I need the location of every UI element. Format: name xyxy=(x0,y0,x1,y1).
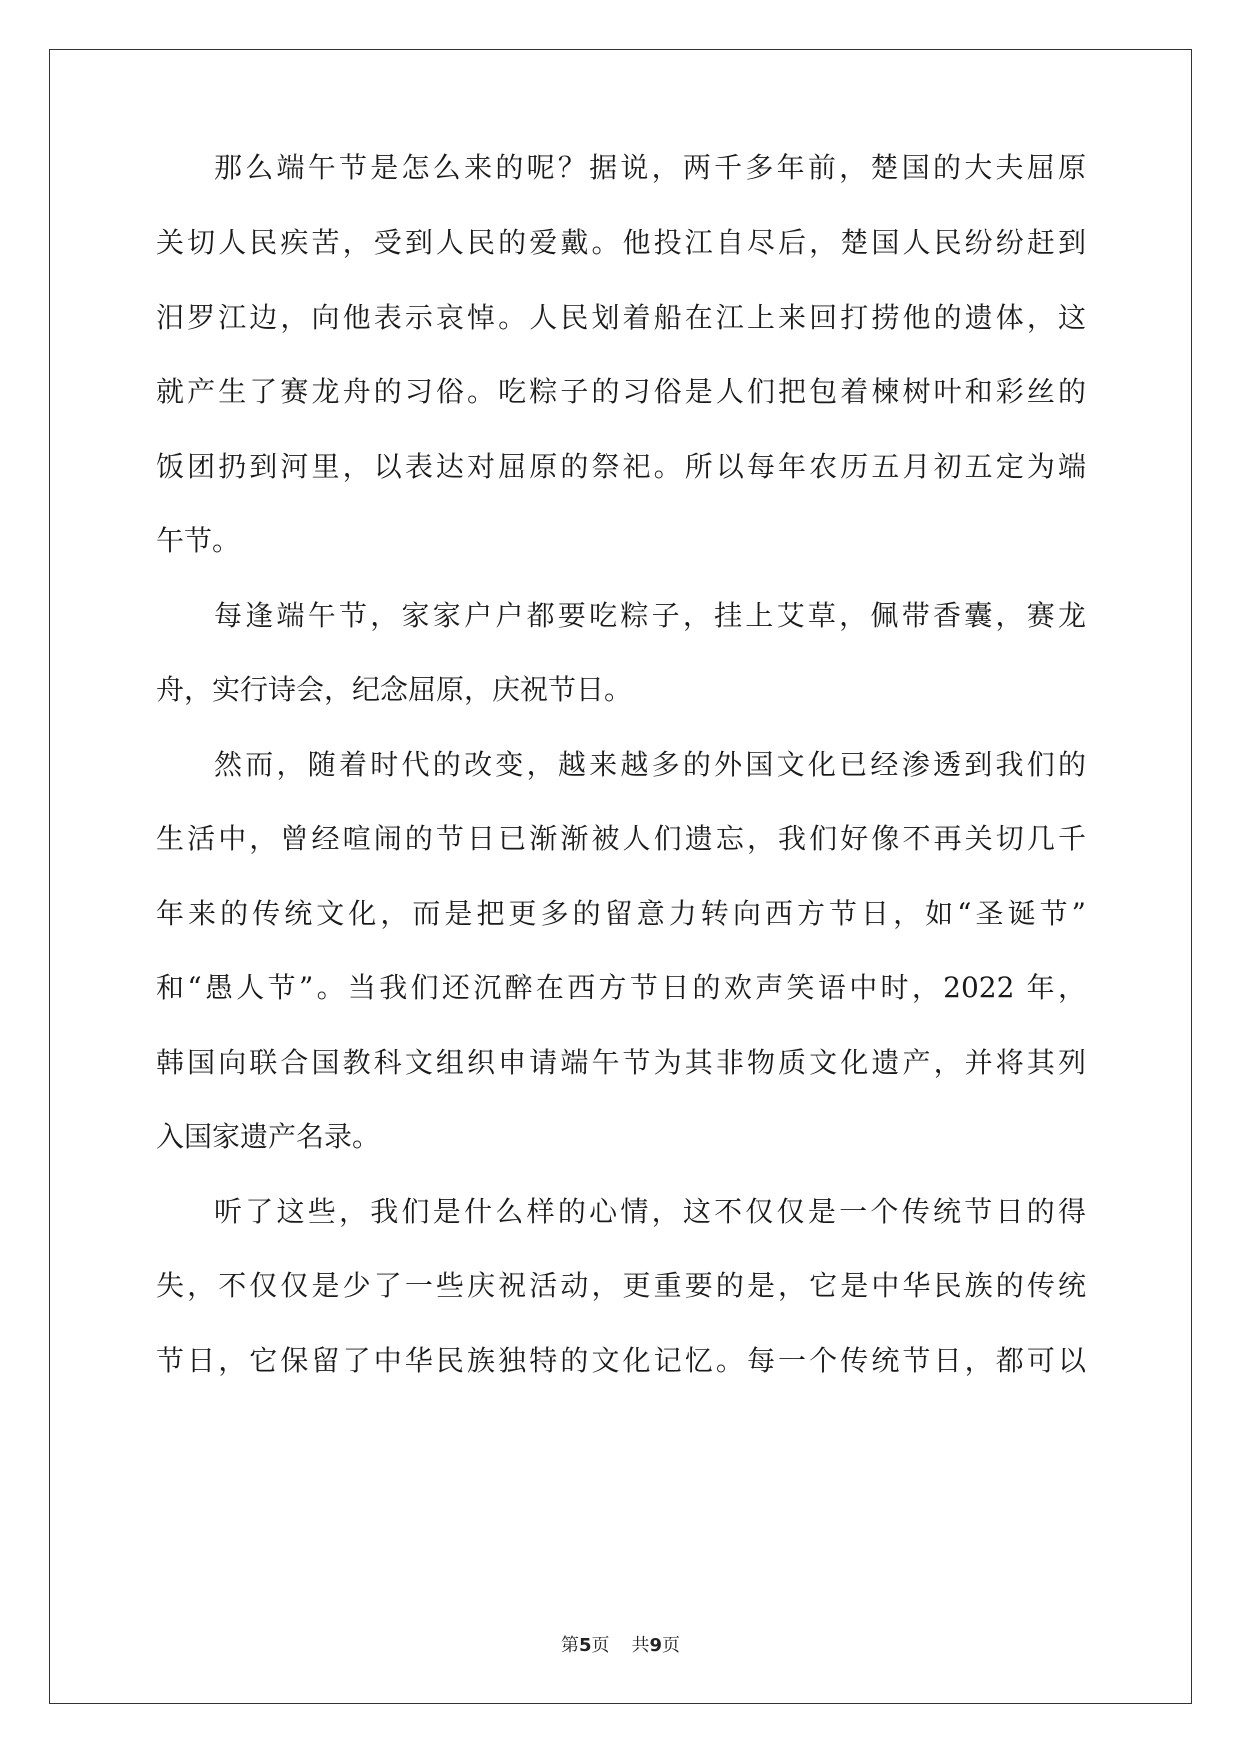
text-line-5: 饭团扔到河里，以表达对屈原的祭祀。所以每年农历五月初五定为端 xyxy=(156,450,1086,483)
text-line-8: 舟，实行诗会，纪念屈原，庆祝节日。 xyxy=(156,673,633,706)
page-suffix: 页 xyxy=(591,1635,610,1656)
text-line-7: 每逢端午节，家家户户都要吃粽子，挂上艾草，佩带香囊，赛龙 xyxy=(214,599,1086,632)
text-line-16: 失，不仅仅是少了一些庆祝活动，更重要的是，它是中华民族的传统 xyxy=(156,1269,1086,1302)
text-line-15: 听了这些，我们是什么样的心情，这不仅仅是一个传统节日的得 xyxy=(214,1195,1086,1228)
text-line-6: 午节。 xyxy=(156,524,241,557)
text-line-3: 汨罗江边，向他表示哀悼。人民划着船在江上来回打捞他的遗体，这 xyxy=(156,301,1086,334)
text-line-17: 节日，它保留了中华民族独特的文化记忆。每一个传统节日，都可以 xyxy=(156,1344,1086,1377)
text-line-13: 韩国向联合国教科文组织申请端午节为其非物质文化遗产，并将其列 xyxy=(156,1046,1086,1079)
text-line-10: 生活中，曾经喧闹的节日已渐渐被人们遗忘，我们好像不再关切几千 xyxy=(156,822,1086,855)
text-line-1: 那么端午节是怎么来的呢？据说，两千多年前，楚国的大夫屈原 xyxy=(214,151,1086,184)
text-line-12: 和“愚人节”。当我们还沉醉在西方节日的欢声笑语中时，2022 年， xyxy=(156,971,1086,1004)
page-number: 5 xyxy=(578,1635,592,1656)
text-line-2: 关切人民疾苦，受到人民的爱戴。他投江自尽后，楚国人民纷纷赶到 xyxy=(156,226,1086,259)
total-prefix: 共 xyxy=(631,1635,650,1656)
text-line-14: 入国家遗产名录。 xyxy=(156,1120,381,1153)
text-line-9: 然而，随着时代的改变，越来越多的外国文化已经渗透到我们的 xyxy=(214,748,1086,781)
page-prefix: 第 xyxy=(560,1635,579,1656)
total-pages: 9 xyxy=(649,1635,663,1656)
text-line-4: 就产生了赛龙舟的习俗。吃粽子的习俗是人们把包着楝树叶和彩丝的 xyxy=(156,375,1086,408)
text-line-11: 年来的传统文化，而是把更多的留意力转向西方节日，如“圣诞节” xyxy=(156,897,1086,930)
page-footer xyxy=(0,1634,1241,1658)
total-suffix: 页 xyxy=(662,1635,681,1656)
